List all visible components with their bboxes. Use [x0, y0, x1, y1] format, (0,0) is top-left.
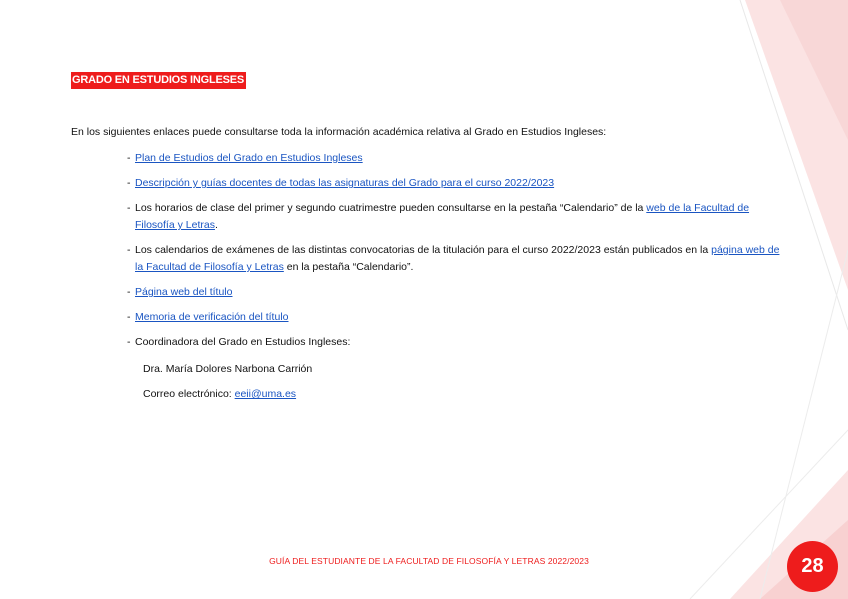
list-bullet: - — [127, 336, 131, 348]
coordinator-name: Dra. María Dolores Narbona Carrión — [143, 363, 313, 375]
list-bullet: - — [127, 152, 131, 164]
list-item-teaching-guides — [127, 175, 789, 192]
coordinator-email-line — [143, 387, 296, 401]
study-plan-link[interactable]: Plan de Estudios del Grado en Estudios Ingleses — [135, 152, 363, 164]
email-label: Correo electrónico: — [143, 388, 235, 400]
list-item-coordinator — [127, 334, 789, 351]
list-bullet: - — [127, 286, 131, 298]
intro-paragraph: En los siguientes enlaces puede consultarse toda la información académica relativa al Grado en Estudios Ingleses: — [71, 126, 607, 138]
page-number-badge: 28 — [787, 541, 838, 592]
list-item-study-plan — [127, 150, 789, 167]
degree-webpage-link[interactable]: Página web del título — [135, 286, 233, 298]
email-link[interactable]: eeii@uma.es — [234, 388, 297, 400]
list-bullet: - — [127, 244, 131, 256]
faculty-webpage-link[interactable]: página web de la Facultad de Filosofía y Letras — [135, 244, 780, 273]
list-item-verification-report — [127, 309, 789, 326]
link-list — [127, 150, 789, 359]
class-schedules-text-end: . — [214, 219, 218, 231]
coordinator-heading: Coordinadora del Grado en Estudios Ingleses: — [135, 336, 351, 348]
exam-calendars-text-end: en la pestaña “Calendario”. — [283, 261, 414, 273]
list-item-degree-webpage — [127, 284, 789, 301]
teaching-guides-link[interactable]: Descripción y guías docentes de todas las asignaturas del Grado para el curso 2022/2023 — [135, 177, 555, 189]
faculty-website-link[interactable]: web de la Facultad de Filosofía y Letras — [135, 202, 750, 231]
list-item-class-schedules — [127, 200, 789, 234]
list-bullet: - — [127, 177, 131, 189]
page-footer: GUÍA DEL ESTUDIANTE DE LA FACULTAD DE FILOSOFÍA Y LETRAS 2022/2023 — [269, 556, 589, 566]
list-bullet: - — [127, 311, 131, 323]
list-bullet: - — [127, 202, 131, 214]
list-item-exam-calendars — [127, 242, 789, 276]
exam-calendars-text: Los calendarios de exámenes de las distintas convocatorias de la titulación para el curso 2022/2023 están publicados en la — [135, 244, 712, 256]
class-schedules-text: Los horarios de clase del primer y segundo cuatrimestre pueden consultarse en la pestaña “Calendario” de la — [135, 202, 647, 214]
section-title: GRADO EN ESTUDIOS INGLESES — [71, 72, 246, 89]
verification-report-link[interactable]: Memoria de verificación del título — [135, 311, 289, 323]
